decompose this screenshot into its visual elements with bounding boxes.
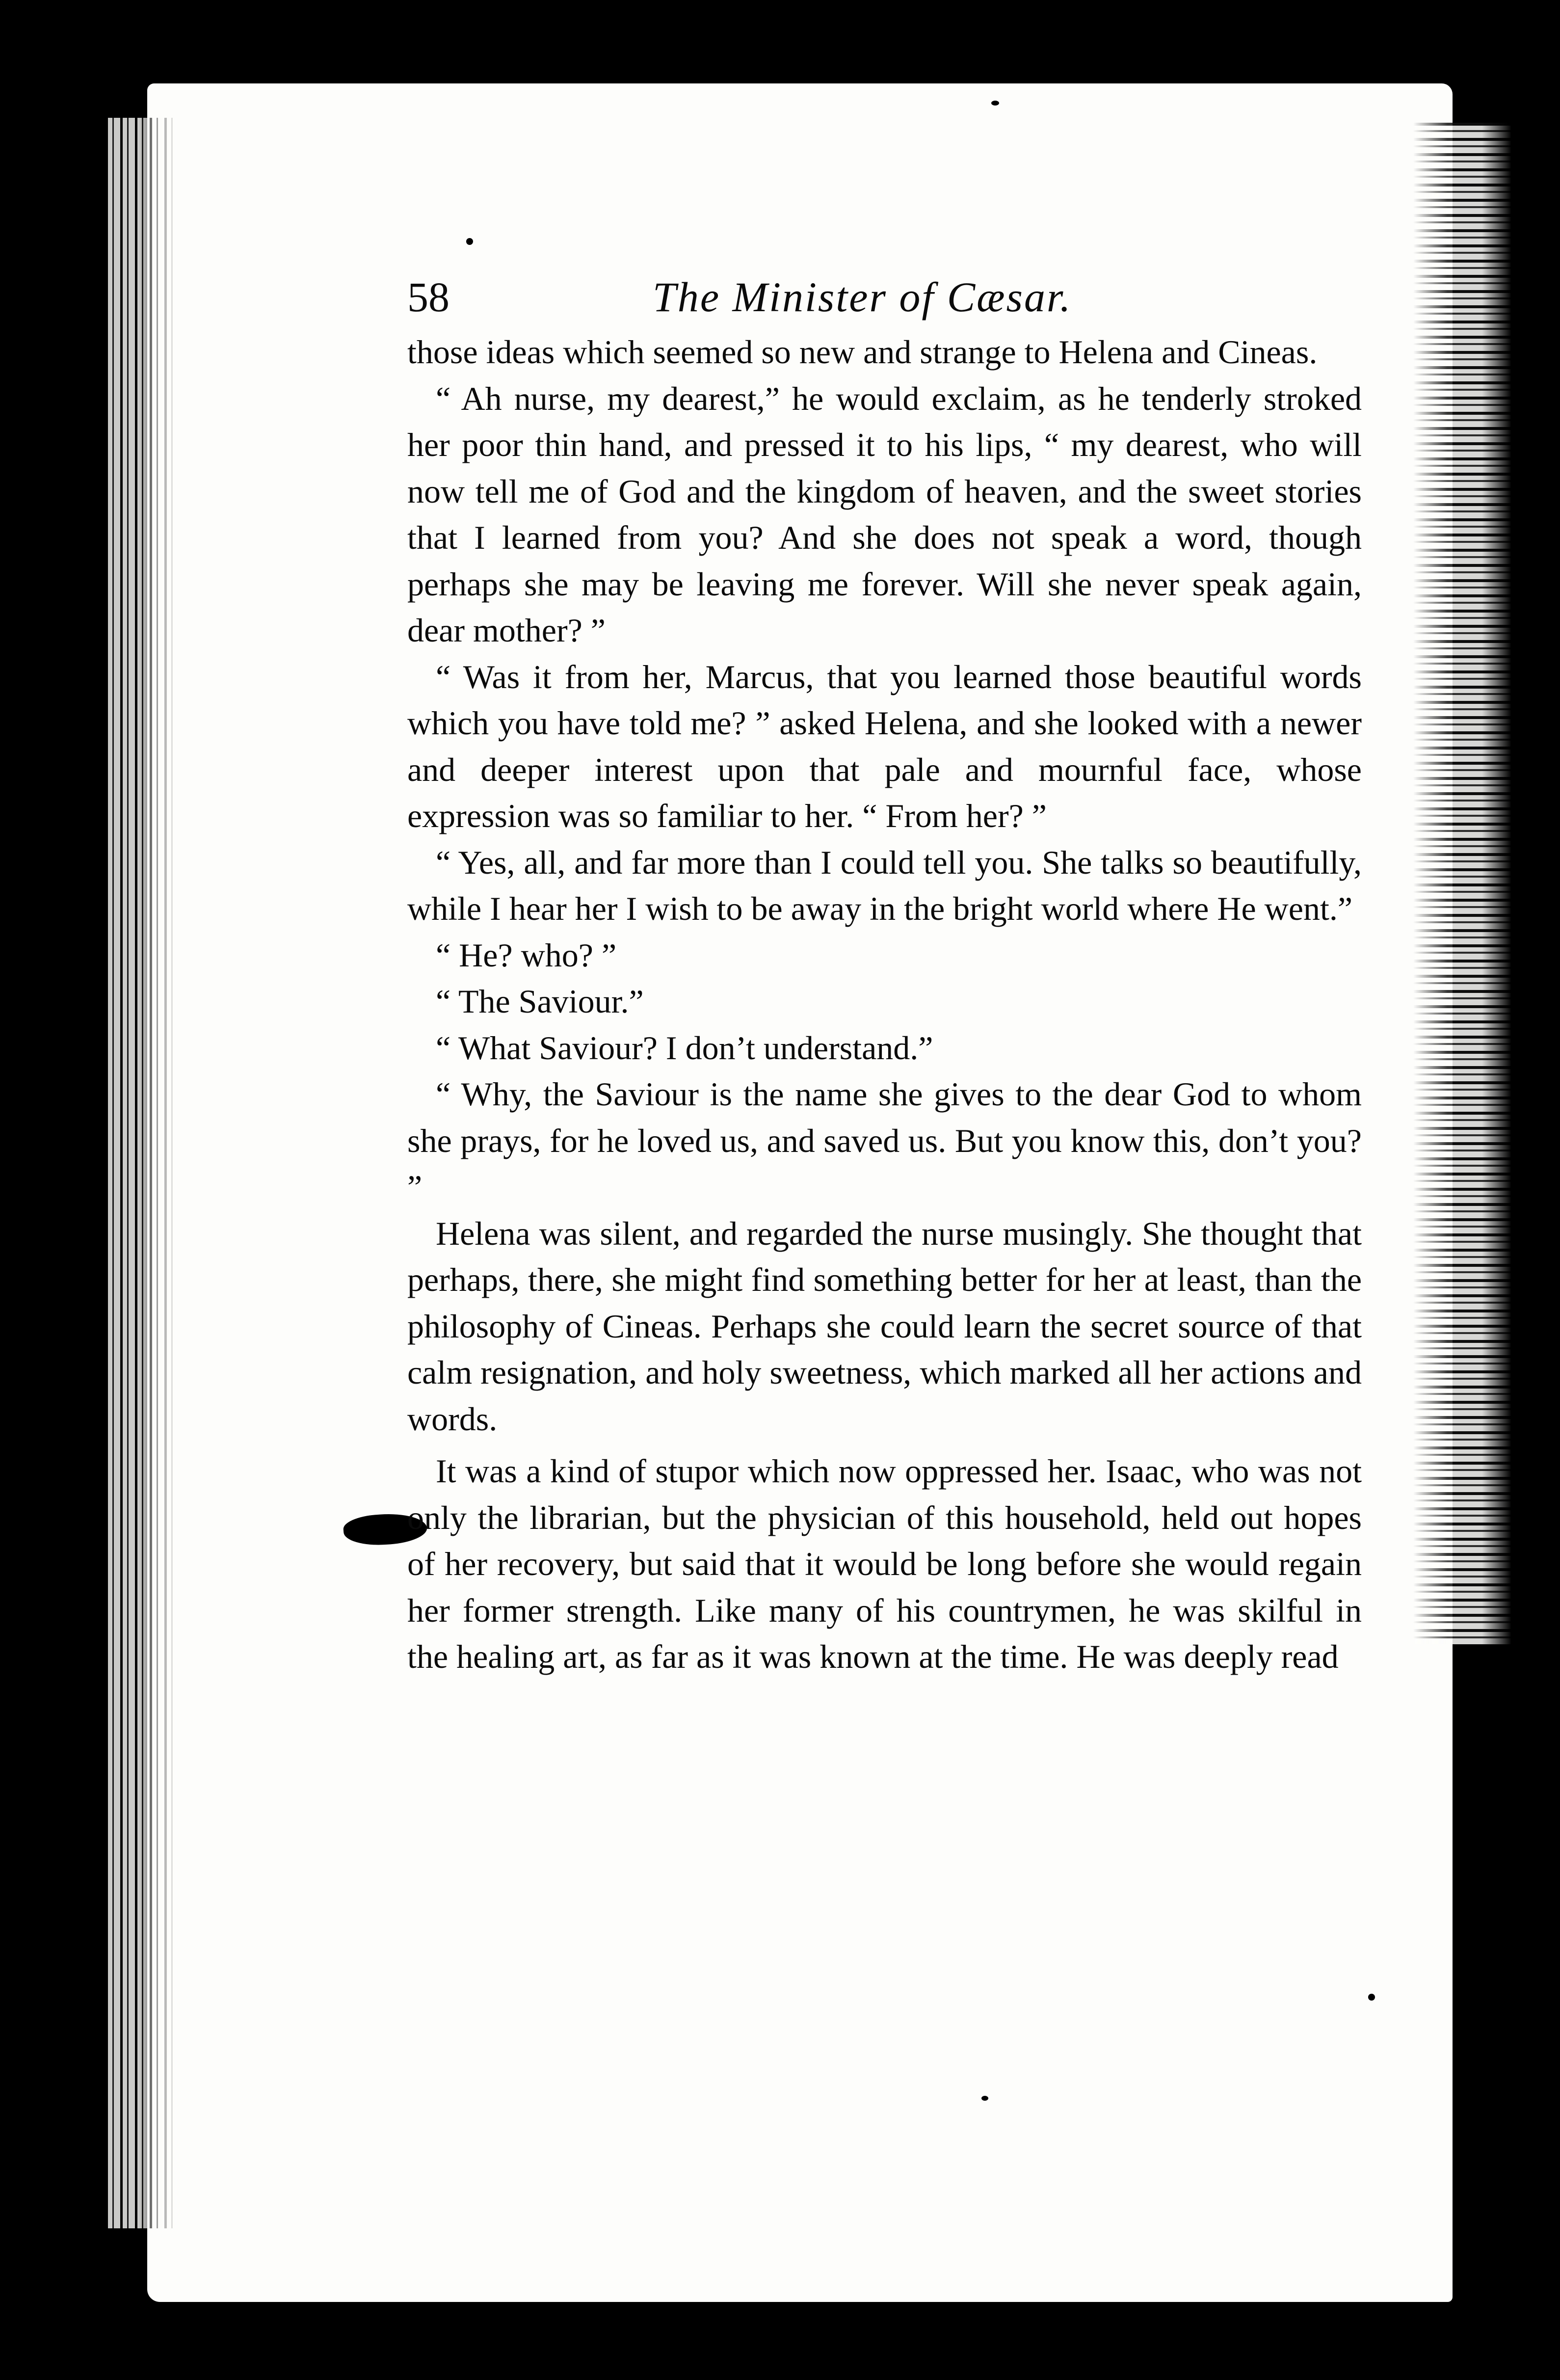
paragraph: “ Was it from her, Marcus, that you learned those beautiful words which you have told me? ” asked Helena, and she looked with a newer and deeper interest upon that pale and mournful face, whose expression was so familiar to her. “ From her? ” [407,658,1362,834]
body-text [407,329,1362,1680]
book-title: The Minister of Cæsar. [653,273,1072,321]
paragraph: “ Ah nurse, my dearest,” he would exclaim, as he tenderly stroked her poor thin hand, and pressed it to his lips, “ my dearest, who will now tell me of God and the kingdom of heaven, and the sweet stories that I learned from you? And she does not speak a word, though perhaps she may be leaving me forever. Will she never speak again, dear mother? ” [407,379,1362,649]
paragraph: “ The Saviour.” [436,983,644,1020]
paragraph: Helena was silent, and regarded the nurse musingly. She thought that perhaps, there, she might find something better for her at least, than the philosophy of Cineas. Perhaps she could learn the secret source of that calm resignation, and holy sweetness, which marked all her actions and words. [407,1214,1362,1438]
running-head [407,265,1362,329]
paragraph: “ Why, the Saviour is the name she gives to the dear God to whom she prays, for he loved us, and saved us. But you know this, don’t you? ” [407,1075,1362,1205]
speck [991,101,999,106]
paragraph: “ What Saviour? I don’t understand.” [436,1029,933,1067]
page-content [407,265,1362,1680]
speck [981,2096,988,2101]
paragraph: It was a kind of stupor which now oppressed her. Isaac, who was not only the librarian, but the physician of this household, held out hopes of her recovery, but said that it would be long before she would regain her former strength. Like many of his countrymen, he was skilful in the healing art, as far as it was known at the time. He was deeply read [407,1452,1362,1675]
right-page-edge-shadow [1413,123,1511,1644]
paragraph: “ He? who? ” [436,936,617,974]
paragraph: those ideas which seemed so new and strange to Helena and Cineas. [407,333,1318,371]
speck [1368,1994,1375,2001]
paragraph: “ Yes, all, and far more than I could tell you. She talks so beautifully, while I hear her I wish to be away in the bright world where He went.” [407,843,1362,927]
page-number: 58 [407,273,449,321]
speck [466,238,473,245]
left-page-edge-shadow [106,118,179,2228]
